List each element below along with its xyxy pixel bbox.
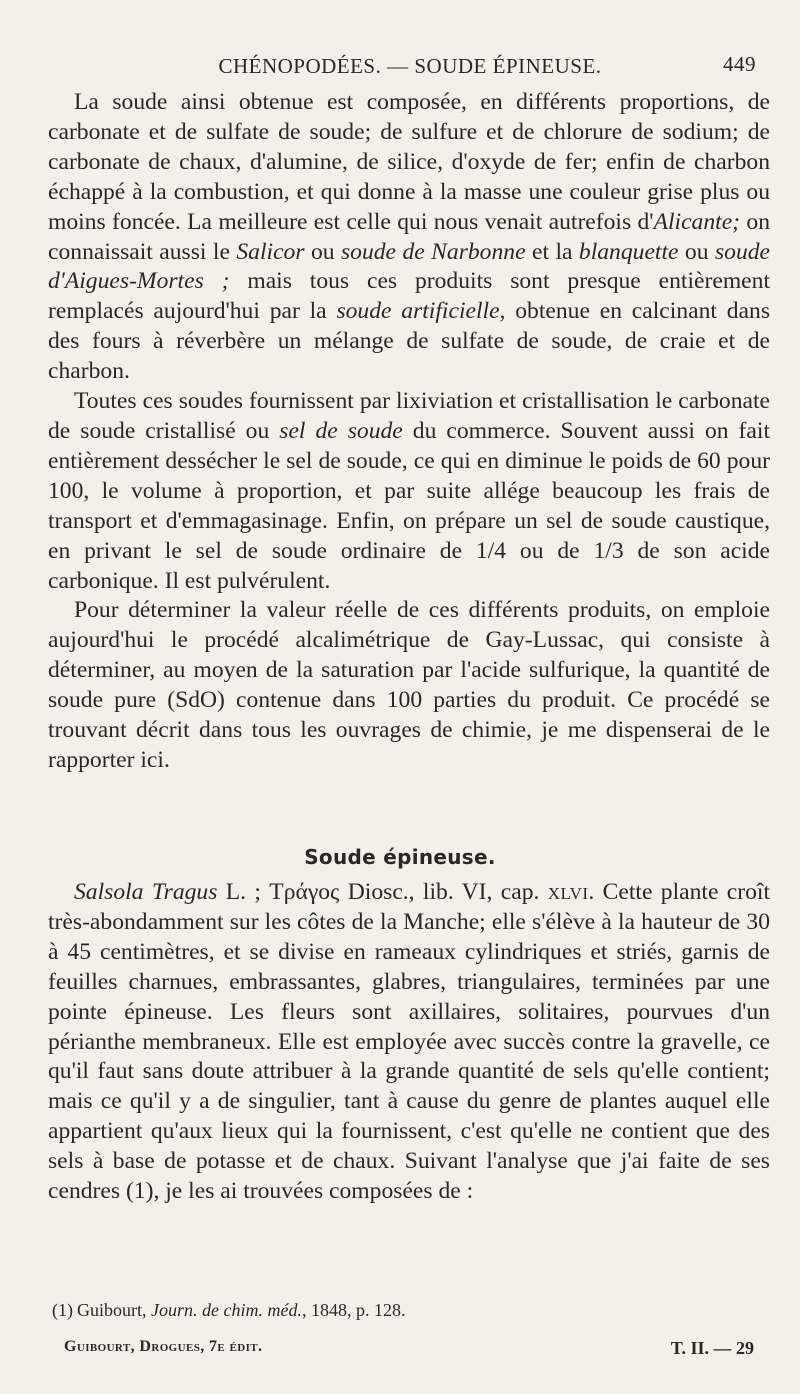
header-title: CHÉNOPODÉES. — SOUDE ÉPINEUSE. (218, 54, 602, 78)
text-run: mais tous ces produits sont presque entièrement remplacés aujourd'hui par la (48, 268, 770, 325)
smallcaps-chapter: xlvi (547, 879, 589, 905)
text-run: ou (678, 238, 715, 265)
footnote-author: Guibourt, (77, 1300, 151, 1320)
text-block-top (48, 88, 770, 776)
italic-aigues-mortes: soude d'Aigues-Mortes ; (48, 238, 771, 295)
text-run: . Cette plante croît très-abondamment sur les côtes de la Manche; elle s'élève à la hauteur de 30 à 45 centimètres, et se divise en rameaux cylindriques et striés, garnis de feuilles charnues, embrassantes, glabres, triangulaires, terminées par une pointe épineuse. Les fleurs sont axillaires, solitaires, pourvues d'un périanthe membraneux. Elle est employée avec succès contre la gravelle, ce qu'il faut sans doute attribuer à la grande quantité de sels qu'elle contient; mais ce qu'il y a de singulier, tant à cause du genre de plantes auquel elle appartient qu'aux lieux qui la fournissent, c'est qu'elle ne contient que des sels à base de potasse et de chaux. Suivant l'analyse que j'ai faite de ses cendres (1), je les ai trouvées composées de : (48, 879, 770, 1205)
italic-soude-artificielle: soude artificielle, (336, 298, 506, 325)
text-run: L. ; Τράγος Diosc., lib. VI, cap. (217, 879, 548, 905)
text-run: du commerce. Souvent aussi on fait entièrement dessécher le sel de soude, ce qui en diminue le poids de 60 pour 100, le volume à proportion, et par suite allége beaucoup les frais de transport et d'emmagasinage. Enfin, on prépare un sel de soude caustique, en privant le sel de soude ordinaire de 1/4 ou de 1/3 de son acide carbonique. Il est pulvérulent. (48, 417, 770, 594)
text-run: obtenue en calcinant dans des fours à réverbère un mélange de sulfate de soude, de craie et de charbon. (48, 298, 770, 385)
paragraph-salsola (48, 878, 770, 1207)
italic-narbonne: soude de Narbonne (340, 238, 526, 265)
footnote-mark: (1) (52, 1300, 73, 1320)
footnote-journal: Journ. de chim. méd. (151, 1300, 302, 1320)
text-block-bottom (48, 878, 770, 1207)
footer-signature: Guibourt, Drogues, 7e édit. (64, 1338, 263, 1355)
section-heading: Soude épineuse. (304, 845, 496, 869)
text-run: Toutes ces soudes fournissent par lixiviation et cristallisation le carbonate de soude cristallisé ou (48, 388, 770, 444)
text-run: on connaissait aussi le (48, 208, 770, 265)
italic-sel-de-soude: sel de soude (279, 417, 403, 444)
italic-salsola-tragus: Salsola Tragus (74, 879, 218, 905)
footer-volume: T. II. — 29 (670, 1338, 754, 1358)
italic-blanquette: blanquette (578, 238, 679, 265)
running-header (56, 48, 764, 84)
footnote (52, 1300, 770, 1321)
page-number: 449 (723, 52, 756, 76)
text-run: ou (304, 238, 341, 265)
paragraph-soude-composition (48, 88, 770, 387)
italic-alicante: Alicante; (653, 208, 741, 235)
italic-salicor: Salicor (236, 238, 305, 265)
paragraph-alcalimetrie: Pour déterminer la valeur réelle de ces différents produits, on emploie aujourd'hui le procédé alcalimétrique de Gay-Lussac, qui consiste à déterminer, au moyen de la saturation par l'acide sulfurique, la quantité de soude pure (SdO) contenue dans 100 parties du produit. Ce procédé se trouvant décrit dans tous les ouvrages de chimie, je me dispenserai de le rapporter ici. (48, 597, 770, 773)
footnote-ref: , 1848, p. 128. (301, 1300, 406, 1320)
paragraph-lixiviation (48, 387, 770, 596)
text-run: La soude ainsi obtenue est composée, en différents proportions, de carbonate et de sulfate de soude; de sulfure et de chlorure de sodium; de carbonate de chaux, d'alumine, de silice, d'oxyde de fer; enfin de charbon échappé à la combustion, et qui donne à la masse une couleur grise plus ou moins foncée. La meilleure est celle qui nous venait autrefois d' (48, 89, 770, 235)
text-run: et la (525, 238, 579, 265)
